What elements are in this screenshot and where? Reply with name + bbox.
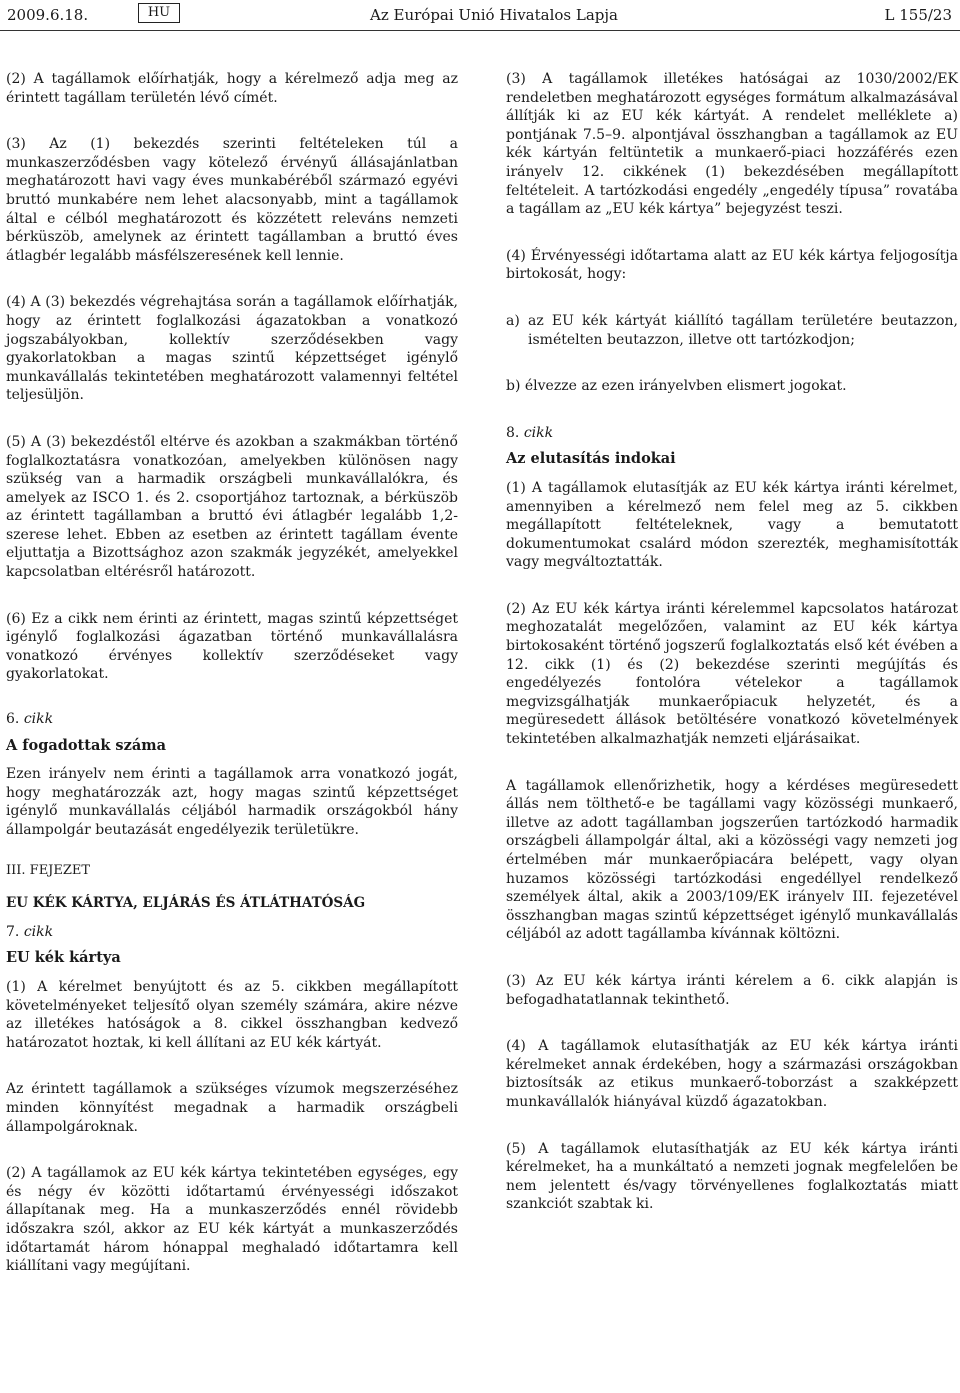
paragraph: Az érintett tagállamok a szükséges vízumok megszerzéséhez minden könnyítést megadnak a harmadik országbeli állampolgároknak. bbox=[6, 1081, 458, 1135]
article-word: cikk bbox=[23, 711, 54, 728]
paragraph: (1) A tagállamok elutasítják az EU kék kártya iránti kérelmet, amennyiben a kérelmező nem felel meg az 5. cikkben megállapított feltételeknek, vagy a bemutatott dokumentumokat csalárd módon szerezték, meghamisították vagy megváltoztatták. bbox=[506, 479, 958, 571]
article-word: cikk bbox=[23, 923, 54, 940]
paragraph: Ezen irányelv nem érinti a tagállamok arra vonatkozó jogát, hogy meghatározzák azt, hogy magas szintű képzettséget igénylő munkavállalás céljából harmadik országokból hány állampolgár beutazását engedélyezik területükre. bbox=[6, 766, 458, 838]
article-number: 7. bbox=[6, 923, 20, 940]
article-6-title: A fogadottak száma bbox=[6, 736, 166, 754]
list-item: a) az EU kék kártyát kiállító tagállam területére beutazzon, ismételten beutazzon, illetve ott tartózkodjon; bbox=[506, 312, 958, 348]
page-header bbox=[0, 0, 960, 30]
paragraph: (3) Az EU kék kártya iránti kérelem a 6. cikk alapján is befogadhatatlannak tekinthető. bbox=[506, 972, 958, 1008]
page-number: L 155/23 bbox=[884, 6, 952, 24]
article-6-number bbox=[6, 710, 458, 729]
header-date: 2009.6.18. bbox=[7, 6, 89, 24]
paragraph: (2) A tagállamok az EU kék kártya tekintetében egységes, egy és négy év közötti időtartamú érvényességi időszakot állapítanak meg. Ha a munkaszerződés ennél rövidebb időszakra szól, akkor az EU kék kártyát a munkaszerződés időtartamát három hónappal meghaladó időtartamra kell kiállítani vagy megújítani. bbox=[6, 1165, 458, 1275]
paragraph: (2) A tagállamok előírhatják, hogy a kérelmező adja meg az érintett tagállam területén lévő címét. bbox=[6, 71, 458, 106]
paragraph: (4) A tagállamok elutasíthatják az EU kék kártya iránti kérelmeket annak érdekében, hogy a származási országokban biztosítsák az etikus munkaerő-toborzást a szakképzett munkavállalók hiányával küzdő ágazatokban. bbox=[506, 1038, 958, 1110]
article-7-number bbox=[6, 923, 458, 942]
article-number: 8. bbox=[506, 424, 520, 441]
list-item: b) élvezze az ezen irányelvben elismert jogokat. bbox=[506, 378, 847, 395]
paragraph: (1) A kérelmet benyújtott és az 5. cikkben megállapított követelményeket teljesítő olyan személy számára, akire nézve az illetékes hatóságok a 8. cikkel összhangban kedvező határozatot hoztak, ki kell állítani az EU kék kártyát. bbox=[6, 978, 458, 1051]
paragraph: (5) A (3) bekezdéstől eltérve és azokban a szakmákban történő foglalkoztatásra vonatkozóan, amelyekben különösen nagy szükség van a harmadik országbeli munkavállalókra, és amelyek az ISCO 1. és 2. csoportjához tartoznak, a bérküszöb az érintett tagállamban a bruttó évi átlagbér legalább 1,2-szerese lehet. Ebben az esetben az érintett tagállam évente eljuttatja a Bizottsághoz azon szakmák jegyzékét, amelyekkel kapcsolatban eltérésről határozott. bbox=[6, 433, 458, 581]
paragraph: A tagállamok ellenőrizhetik, hogy a kérdéses megüresedett állás nem tölthető-e be tagállami vagy közösségi munkaerő, illetve az adott tagállamban jogszerűen tartózkodó harmadik országbeli állampolgár által, aki a közösségi vagy nemzeti jog értelmében már munkaerőpiacára belépett, vagy olyan huzamos közösségi tartózkodási engedéllyel rendelkező személyek által, akik a 2003/109/EK irányelv III. fejezetével összhangban magas szintű képzettséget igénylő munkavállalás céljából az adott tagállamba kívánnak költözni. bbox=[506, 777, 958, 943]
paragraph: (3) A tagállamok illetékes hatóságai az 1030/2002/EK rendeletben meghatározott egységes formátum alkalmazásával állítják ki az EU kék kártyát. A rendelet melléklete a) pontjának 7.5–9. alpontjával összhangban a tagállamok az EU kék kártyán feltüntetik a munkaerő-piaci hozzáférés ezen irányelv 12. cikkének (1) bekezdésében megállapított feltételeit. A tartózkodási engedély „engedély típusa” rovatába a tagállam az „EU kék kártya” bejegyzést teszi. bbox=[506, 71, 958, 218]
chapter-title: EU KÉK KÁRTYA, ELJÁRÁS ÉS ÁTLÁTHATÓSÁG bbox=[6, 895, 366, 912]
article-7-title: EU kék kártya bbox=[6, 949, 121, 967]
article-word: cikk bbox=[523, 424, 554, 441]
left-column bbox=[6, 70, 458, 1276]
paragraph: (5) A tagállamok elutasíthatják az EU kék kártya iránti kérelmeket, ha a munkáltató a nemzeti jognak megfelelően be nem jelentett és/vagy törvényellenes foglalkoztatás miatt szankciót szabtak ki. bbox=[506, 1140, 958, 1213]
right-column bbox=[506, 70, 958, 1214]
article-number: 6. bbox=[6, 711, 20, 728]
article-8-number bbox=[506, 424, 958, 443]
chapter-number: III. FEJEZET bbox=[6, 862, 91, 878]
paragraph: (6) Ez a cikk nem érinti az érintett, magas szintű képzettséget igénylő foglalkozási ágazatban történő munkavállalásra vonatkozó érvényes kollektív szerződéseket vagy gyakorlatokat. bbox=[6, 610, 458, 683]
paragraph: (2) Az EU kék kártya iránti kérelemmel kapcsolatos határozat meghozatalát megelőzően, valamint az EU kék kártya birtokosaként történő jogszerű foglalkoztatás első két évében a 12. cikk (1) és (2) bekezdése szerinti megújítás és engedélyezés fontolóra vételekor a tagállamok megvizsgálhatják munkaerőpiacuk helyzetét, és a megüresedett állások betöltésére vonatkozó követelmények tekintetében alkalmazhatják nemzeti eljárásaikat. bbox=[506, 600, 958, 748]
article-8-title: Az elutasítás indokai bbox=[506, 450, 676, 468]
paragraph: (4) Érvényességi időtartama alatt az EU kék kártya feljogosítja birtokosát, hogy: bbox=[506, 247, 958, 283]
paragraph: (4) A (3) bekezdés végrehajtása során a tagállamok előírhatják, hogy az érintett foglalkozási ágazatokban a vonatkozó jogszabályokban, kollektív szerződésekben vagy gyakorlatokban a magas szintű képzettséget igénylő munkavállalás tekintetében meghatározott valamennyi feltétel teljesüljön. bbox=[6, 294, 458, 404]
language-badge: HU bbox=[138, 3, 180, 23]
paragraph: (3) Az (1) bekezdés szerinti feltételeken túl a munkaszerződésben vagy kötelező érvényű állásajánlatban meghatározott havi vagy éves munkabéréből származó egyévi bruttó munkabére nem lehet alacsonyabb, mint a tagállamok által e célból meghatározott és közzétett releváns nemzeti bérküszöb, amelynek az érintett tagállamban a bruttó éves átlagbér legalább másfélszeresének kell lennie. bbox=[6, 136, 458, 264]
header-divider bbox=[0, 30, 960, 31]
journal-title: Az Európai Unió Hivatalos Lapja bbox=[370, 6, 618, 24]
